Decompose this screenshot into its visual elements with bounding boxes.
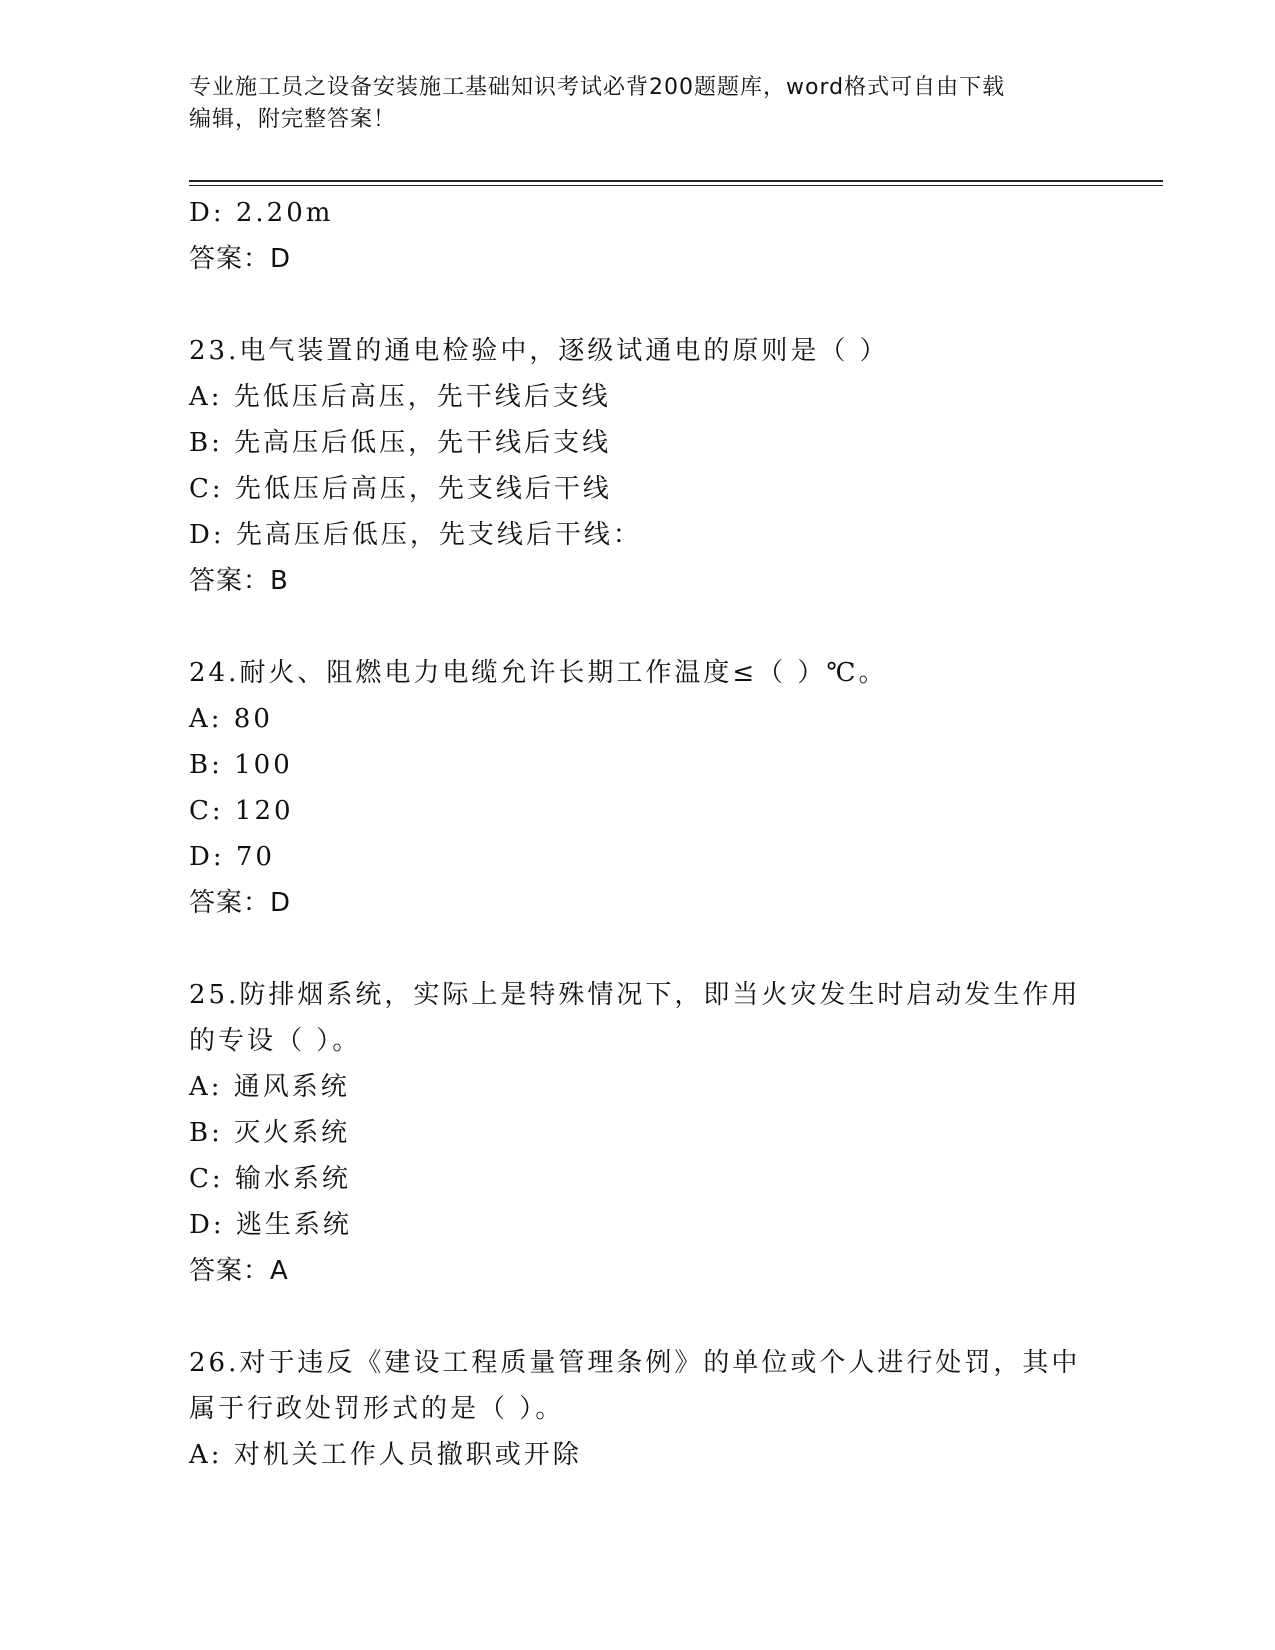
answer-line: 答案：D [189,888,292,918]
spacer [189,1294,1089,1340]
header-line-2: 编辑，附完整答案！ [189,107,397,132]
question-24 [189,650,1089,926]
answer-line: 答案：A [189,1256,289,1286]
answer-line: 答案：D [189,244,292,274]
spacer [189,926,1089,972]
spacer [189,282,1089,328]
question-26 [189,1340,1089,1478]
option-b: B: 100 [189,750,293,780]
document-header [189,72,1069,136]
option-d: D: 先高压后低压，先支线后干线： [189,520,642,550]
answer-line: 答案：B [189,566,289,596]
option-c: C: 120 [189,796,294,826]
question-stem-line-1: 25.防排烟系统，实际上是特殊情况下，即当火灾发生时启动发生作用 [189,980,1081,1010]
option-c: C: 先低压后高压，先支线后干线 [189,474,612,504]
option-d: D: 逃生系统 [189,1210,352,1240]
document-body [189,190,1089,1478]
question-22-fragment [189,190,1089,282]
option-a: A: 先低压后高压，先干线后支线 [189,382,611,412]
option-d: D: 70 [189,842,275,872]
option-b: B: 灭火系统 [189,1118,351,1148]
option-a: A: 通风系统 [189,1072,350,1102]
option-b: B: 先高压后低压，先干线后支线 [189,428,612,458]
question-stem-line-1: 26.对于违反《建设工程质量管理条例》的单位或个人进行处罚，其中 [189,1348,1081,1378]
header-rule-thick [189,180,1163,182]
question-stem-line-2: 的专设（ ）。 [189,1026,362,1056]
question-stem: 24.耐火、阻燃电力电缆允许长期工作温度≤（ ）℃。 [189,658,888,688]
header-line-1: 专业施工员之设备安装施工基础知识考试必背200题题库，word格式可自由下载 [189,75,1006,100]
question-stem-line-2: 属于行政处罚形式的是（ ）。 [189,1394,565,1424]
option-d: D: 2.20m [189,198,334,228]
option-a: A: 80 [189,704,273,734]
option-c: C: 输水系统 [189,1164,351,1194]
header-rule-thin [189,185,1163,186]
spacer [189,604,1089,650]
question-23 [189,328,1089,604]
option-a: A: 对机关工作人员撤职或开除 [189,1440,582,1470]
question-stem: 23.电气装置的通电检验中，逐级试通电的原则是（ ） [189,336,889,366]
question-25 [189,972,1089,1294]
